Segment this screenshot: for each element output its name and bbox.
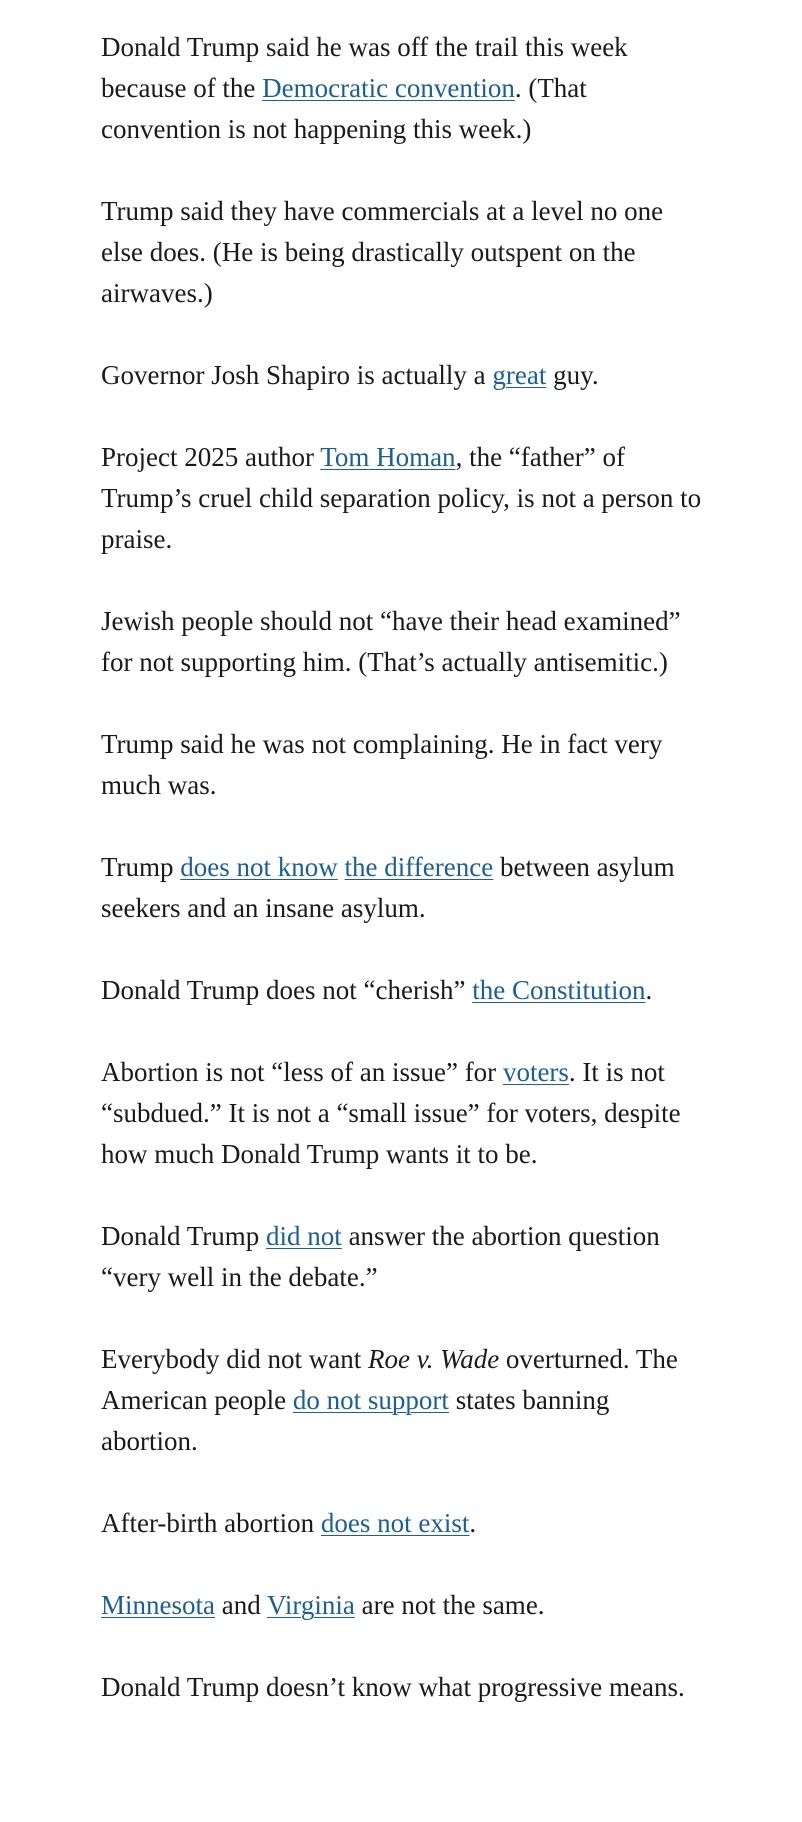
paragraph-14 xyxy=(101,1667,711,1708)
text-segment: After-birth abortion xyxy=(101,1508,321,1538)
text-segment: Jewish people should not “have their head examined” for not supporting him. (That’s actually antisemitic.) xyxy=(101,606,681,677)
article-body xyxy=(101,27,711,1749)
link-does-not-know[interactable]: does not know xyxy=(180,852,338,882)
paragraph-11 xyxy=(101,1339,711,1462)
text-segment xyxy=(338,852,345,882)
text-segment: Everybody did not want xyxy=(101,1344,368,1374)
link-minnesota[interactable]: Minnesota xyxy=(101,1590,215,1620)
paragraph-10 xyxy=(101,1216,711,1298)
text-segment: . (That convention is not happening this week.) xyxy=(101,73,587,144)
link-does-not-exist[interactable]: does not exist xyxy=(320,1508,470,1538)
link-great[interactable]: great xyxy=(492,360,547,390)
link-voters[interactable]: voters xyxy=(502,1057,569,1087)
link-democratic-convention[interactable]: Democratic convention xyxy=(262,73,515,103)
paragraph-1 xyxy=(101,27,711,150)
paragraph-7 xyxy=(101,847,711,929)
italic-text: Roe v. Wade xyxy=(367,1344,500,1374)
text-segment: Trump said they have commercials at a level no one else does. (He is being drastically outspent on the airwaves.) xyxy=(101,196,664,308)
paragraph-5 xyxy=(101,601,711,683)
text-segment: , the “father” of Trump’s cruel child separation policy, is not a person to praise. xyxy=(101,442,702,554)
text-segment: Abortion is not “less of an issue” for xyxy=(101,1057,503,1087)
text-segment: . It is not “subdued.” It is not a “small issue” for voters, despite how much Donald Trump wants it to be. xyxy=(101,1057,681,1169)
text-segment: Trump xyxy=(101,852,181,882)
link-do-not-support[interactable]: do not support xyxy=(292,1385,449,1415)
text-segment: guy. xyxy=(546,360,599,390)
text-segment: Project 2025 author xyxy=(101,442,321,472)
text-segment: Donald Trump does not “cherish” xyxy=(101,975,473,1005)
link-the-constitution[interactable]: the Constitution xyxy=(472,975,646,1005)
link-virginia[interactable]: Virginia xyxy=(267,1590,355,1620)
paragraph-12 xyxy=(101,1503,711,1544)
paragraph-4 xyxy=(101,437,711,560)
text-segment: overturned. The American people xyxy=(101,1344,678,1415)
link-tom-homan[interactable]: Tom Homan xyxy=(320,442,456,472)
text-segment: Donald Trump doesn’t know what progressive means. xyxy=(101,1672,685,1702)
text-segment: Trump said he was not complaining. He in fact very much was. xyxy=(101,729,663,800)
paragraph-13 xyxy=(101,1585,711,1626)
text-segment: are not the same. xyxy=(354,1590,545,1620)
link-did-not[interactable]: did not xyxy=(266,1221,342,1251)
text-segment: states banning abortion. xyxy=(101,1385,610,1456)
text-segment: . xyxy=(645,975,653,1005)
text-segment: Donald Trump said he was off the trail this week because of the xyxy=(101,32,628,103)
paragraph-8 xyxy=(101,970,711,1011)
paragraph-6 xyxy=(101,724,711,806)
link-the-difference[interactable]: the difference xyxy=(344,852,494,882)
text-segment: Governor Josh Shapiro is actually a xyxy=(101,360,493,390)
paragraph-9 xyxy=(101,1052,711,1175)
text-segment: between asylum seekers and an insane asylum. xyxy=(101,852,675,923)
text-segment: and xyxy=(215,1590,267,1620)
text-segment: Donald Trump xyxy=(101,1221,267,1251)
paragraph-3 xyxy=(101,355,711,396)
text-segment: answer the abortion question “very well in the debate.” xyxy=(101,1221,660,1292)
text-segment: . xyxy=(469,1508,477,1538)
paragraph-2 xyxy=(101,191,711,314)
